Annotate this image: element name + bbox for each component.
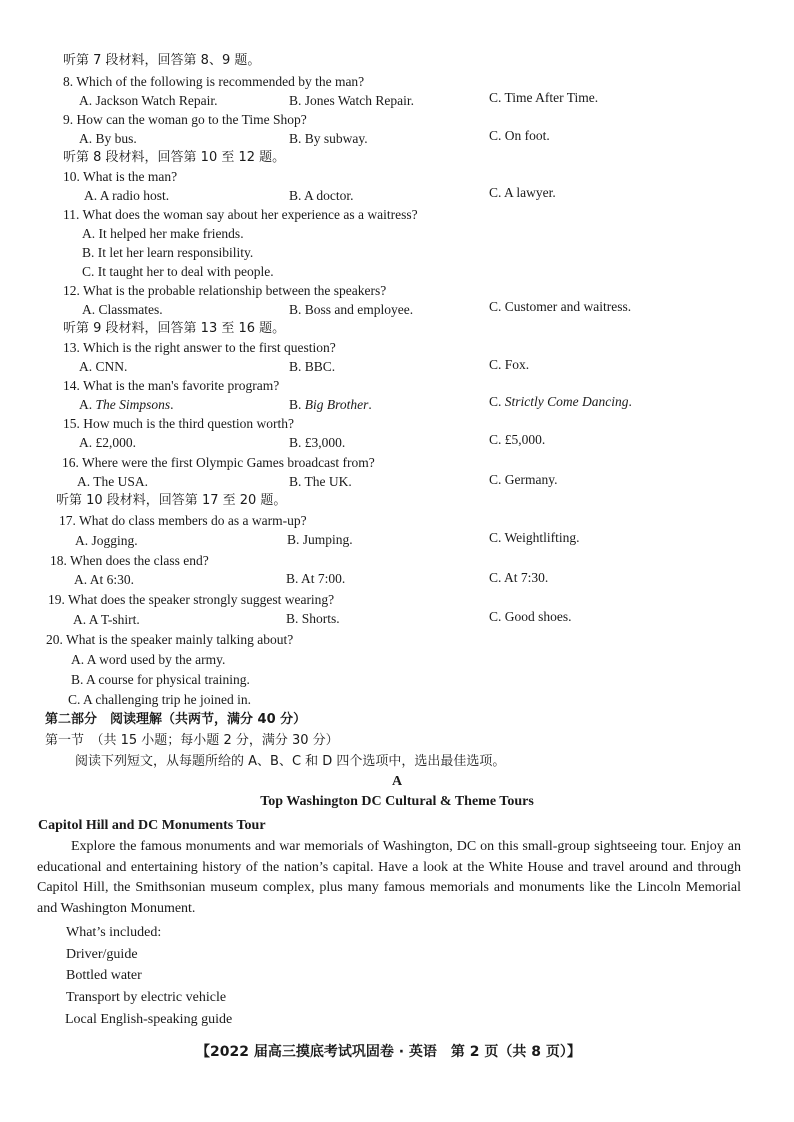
- included-item: Bottled water: [66, 968, 142, 983]
- reading-instruction: 阅读下列短文，从每题所给的 A、B、C 和 D 四个选项中，选出最佳选项。: [75, 754, 506, 769]
- question-9-stem: 9. How can the woman go to the Time Shop?: [63, 112, 307, 127]
- question-14-option-b: B. Big Brother.: [289, 397, 372, 412]
- program-title: Big Brother: [304, 397, 369, 412]
- question-16-option-c: C. Germany.: [489, 472, 558, 487]
- question-18-option-a: A. At 6:30.: [74, 572, 135, 587]
- question-20-option-c: C. A challenging trip he joined in.: [68, 692, 251, 707]
- question-11-option-c: C. It taught her to deal with people.: [82, 264, 274, 279]
- question-16-stem: 16. Where were the first Olympic Games broadcast from?: [62, 455, 375, 470]
- question-8-option-b: B. Jones Watch Repair.: [289, 93, 415, 108]
- passage-title: Top Washington DC Cultural & Theme Tours: [260, 794, 534, 809]
- program-title: The Simpsons: [95, 397, 171, 412]
- question-10-option-b: B. A doctor.: [289, 188, 354, 203]
- question-8-option-c: C. Time After Time.: [489, 90, 599, 105]
- question-10-option-a: A. A radio host.: [84, 188, 170, 203]
- question-12-stem: 12. What is the probable relationship between the speakers?: [63, 283, 387, 298]
- question-8-option-a: A. Jackson Watch Repair.: [79, 93, 218, 108]
- question-20-stem: 20. What is the speaker mainly talking about?: [46, 632, 294, 647]
- question-17-stem: 17. What do class members do as a warm-up?: [59, 513, 307, 528]
- question-9-option-a: A. By bus.: [79, 131, 137, 146]
- included-label: What’s included:: [66, 925, 162, 940]
- question-10-stem: 10. What is the man?: [63, 169, 178, 184]
- question-15-option-a: A. £2,000.: [79, 435, 136, 450]
- question-15-option-c: C. £5,000.: [489, 432, 546, 447]
- question-19-stem: 19. What does the speaker strongly suggest wearing?: [48, 592, 335, 607]
- question-13-stem: 13. Which is the right answer to the first question?: [63, 340, 336, 355]
- question-18-option-b: B. At 7:00.: [286, 571, 346, 586]
- question-13-option-a: A. CNN.: [79, 359, 128, 374]
- tour-description: Explore the famous monuments and war memorials of Washington, DC on this small-group sightseeing tour. Enjoy an educational and entertaining history of the nation’s capital. Have a look at the White House and travel around and through Capitol Hill, the Smithsonian museum complex, plus many famous memorials and monuments like the Lincoln Memorial and Washington Monument.: [37, 839, 741, 917]
- question-14-option-c: C. Strictly Come Dancing.: [489, 394, 632, 409]
- page-footer: 【2022 届高三摸底考试巩固卷 · 英语 第 2 页（共 8 页）】: [196, 1044, 581, 1060]
- included-item: Transport by electric vehicle: [66, 990, 227, 1005]
- tour-heading: Capitol Hill and DC Monuments Tour: [38, 818, 266, 833]
- passage-letter: A: [391, 774, 403, 789]
- question-17-option-a: A. Jogging.: [75, 533, 138, 548]
- question-11-option-b: B. It let her learn responsibility.: [82, 245, 254, 260]
- question-12-option-c: C. Customer and waitress.: [489, 299, 632, 314]
- question-9-option-b: B. By subway.: [289, 131, 368, 146]
- question-17-option-b: B. Jumping.: [287, 532, 353, 547]
- question-12-option-b: B. Boss and employee.: [289, 302, 414, 317]
- section-7-intro: 听第 7 段材料，回答第 8、9 题。: [63, 53, 261, 68]
- question-15-stem: 15. How much is the third question worth?: [63, 416, 294, 431]
- section-9-intro: 听第 9 段材料，回答第 13 至 16 题。: [63, 321, 286, 336]
- question-13-option-b: B. BBC.: [289, 359, 336, 374]
- question-13-option-c: C. Fox.: [489, 357, 530, 372]
- question-19-option-c: C. Good shoes.: [489, 609, 572, 624]
- included-item: Driver/guide: [66, 947, 138, 962]
- question-14-stem: 14. What is the man's favorite program?: [63, 378, 280, 393]
- question-20-option-a: A. A word used by the army.: [71, 652, 226, 667]
- question-18-option-c: C. At 7:30.: [489, 570, 549, 585]
- question-16-option-a: A. The USA.: [77, 474, 149, 489]
- question-9-option-c: C. On foot.: [489, 128, 550, 143]
- section-one-title: 第一节 （共 15 小题；每小题 2 分，满分 30 分）: [45, 733, 339, 748]
- question-18-stem: 18. When does the class end?: [50, 553, 209, 568]
- question-8-stem: 8. Which of the following is recommended by the man?: [63, 74, 365, 89]
- question-17-option-c: C. Weightlifting.: [489, 530, 580, 545]
- question-10-option-c: C. A lawyer.: [489, 185, 556, 200]
- section-10-intro: 听第 10 段材料，回答第 17 至 20 题。: [56, 493, 287, 508]
- question-19-option-a: A. A T-shirt.: [73, 612, 140, 627]
- question-15-option-b: B. £3,000.: [289, 435, 346, 450]
- question-16-option-b: B. The UK.: [289, 474, 352, 489]
- part-two-title: 第二部分 阅读理解（共两节，满分 40 分）: [45, 712, 307, 727]
- question-20-option-b: B. A course for physical training.: [71, 672, 250, 687]
- question-14-option-a: A. The Simpsons.: [79, 397, 174, 412]
- question-19-option-b: B. Shorts.: [286, 611, 340, 626]
- question-11-option-a: A. It helped her make friends.: [82, 226, 244, 241]
- question-11-stem: 11. What does the woman say about her experience as a waitress?: [63, 207, 418, 222]
- section-8-intro: 听第 8 段材料，回答第 10 至 12 题。: [63, 150, 286, 165]
- program-title: Strictly Come Dancing: [504, 394, 629, 409]
- question-12-option-a: A. Classmates.: [82, 302, 163, 317]
- included-item: Local English-speaking guide: [65, 1012, 233, 1027]
